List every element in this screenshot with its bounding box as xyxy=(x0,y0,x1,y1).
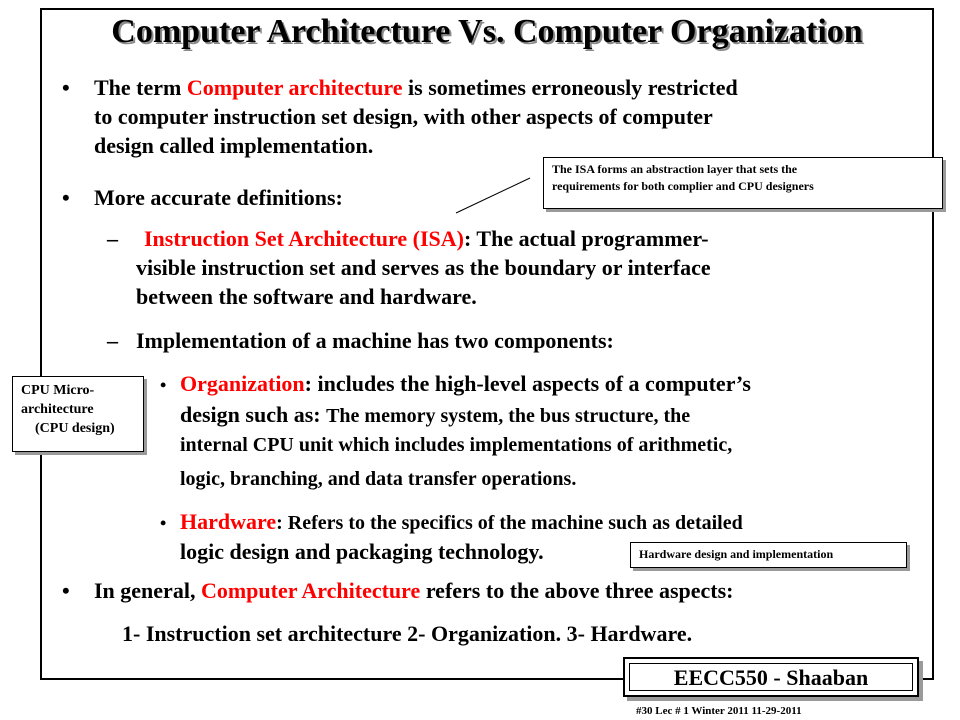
dash-marker: – xyxy=(107,226,118,251)
highlight-computer-architecture-2: Computer Architecture xyxy=(200,578,421,603)
text-segment: refers to the above three aspects: xyxy=(420,578,734,603)
slide-footer: #30 Lec # 1 Winter 2011 11-29-2011 xyxy=(636,705,802,717)
bullet-dot: • xyxy=(62,578,70,603)
callout-line: (CPU design) xyxy=(35,421,115,436)
isa-line: visible instruction set and serves as the boundary or interface xyxy=(136,255,711,280)
highlight-hardware: Hardware xyxy=(180,509,277,534)
callout-line: CPU Micro- xyxy=(21,383,95,398)
bullet-dot: • xyxy=(160,375,167,395)
organization-line: logic, branching, and data transfer operations. xyxy=(180,468,577,490)
course-badge-label: EECC550 - Shaaban xyxy=(629,663,913,691)
bullet-line: design called implementation. xyxy=(94,133,374,158)
dash-marker: – xyxy=(107,328,118,353)
bullet-line: to computer instruction set design, with other aspects of computer xyxy=(94,104,713,129)
implementation-text: Implementation of a machine has two components: xyxy=(136,328,614,353)
callout-line: Hardware design and implementation xyxy=(639,547,834,561)
bullet-dot: • xyxy=(62,185,70,210)
isa-callout xyxy=(543,157,943,209)
course-badge xyxy=(623,657,919,697)
cpu-callout xyxy=(12,376,144,452)
organization-line: internal CPU unit which includes implementations of arithmetic, xyxy=(180,434,733,456)
bullet-dot: • xyxy=(160,513,167,533)
text-segment: In general, xyxy=(94,578,201,603)
callout-line: architecture xyxy=(21,402,94,417)
hardware-line: logic design and packaging technology. xyxy=(180,539,544,564)
highlight-organization: Organization xyxy=(180,371,305,396)
callout-line: requirements for both complier and CPU designers xyxy=(552,179,814,193)
text-segment: The term xyxy=(94,75,187,100)
highlight-computer-architecture: Computer architecture xyxy=(186,75,403,100)
slide-title: Computer Architecture Vs. Computer Organization xyxy=(111,13,863,50)
text-segment: The memory system, the bus structure, the xyxy=(326,405,691,427)
text-segment: : The actual programmer- xyxy=(464,226,709,251)
text-segment: : includes the high-level aspects of a computer’s xyxy=(304,371,751,396)
bullet-dot: • xyxy=(62,75,70,100)
text-segment: is sometimes erroneously restricted xyxy=(402,75,738,100)
isa-line: between the software and hardware. xyxy=(136,284,477,309)
text-segment: design such as: xyxy=(180,402,327,427)
callout-line: The ISA forms an abstraction layer that sets the xyxy=(552,162,798,176)
hardware-callout xyxy=(630,542,907,568)
highlight-isa: Instruction Set Architecture (ISA) xyxy=(144,226,464,251)
bullet-definitions: More accurate definitions: xyxy=(94,185,343,210)
text-segment: : Refers to the specifics of the machine such as detailed xyxy=(276,512,743,534)
summary-line: 1- Instruction set architecture 2- Organization. 3- Hardware. xyxy=(122,621,693,646)
